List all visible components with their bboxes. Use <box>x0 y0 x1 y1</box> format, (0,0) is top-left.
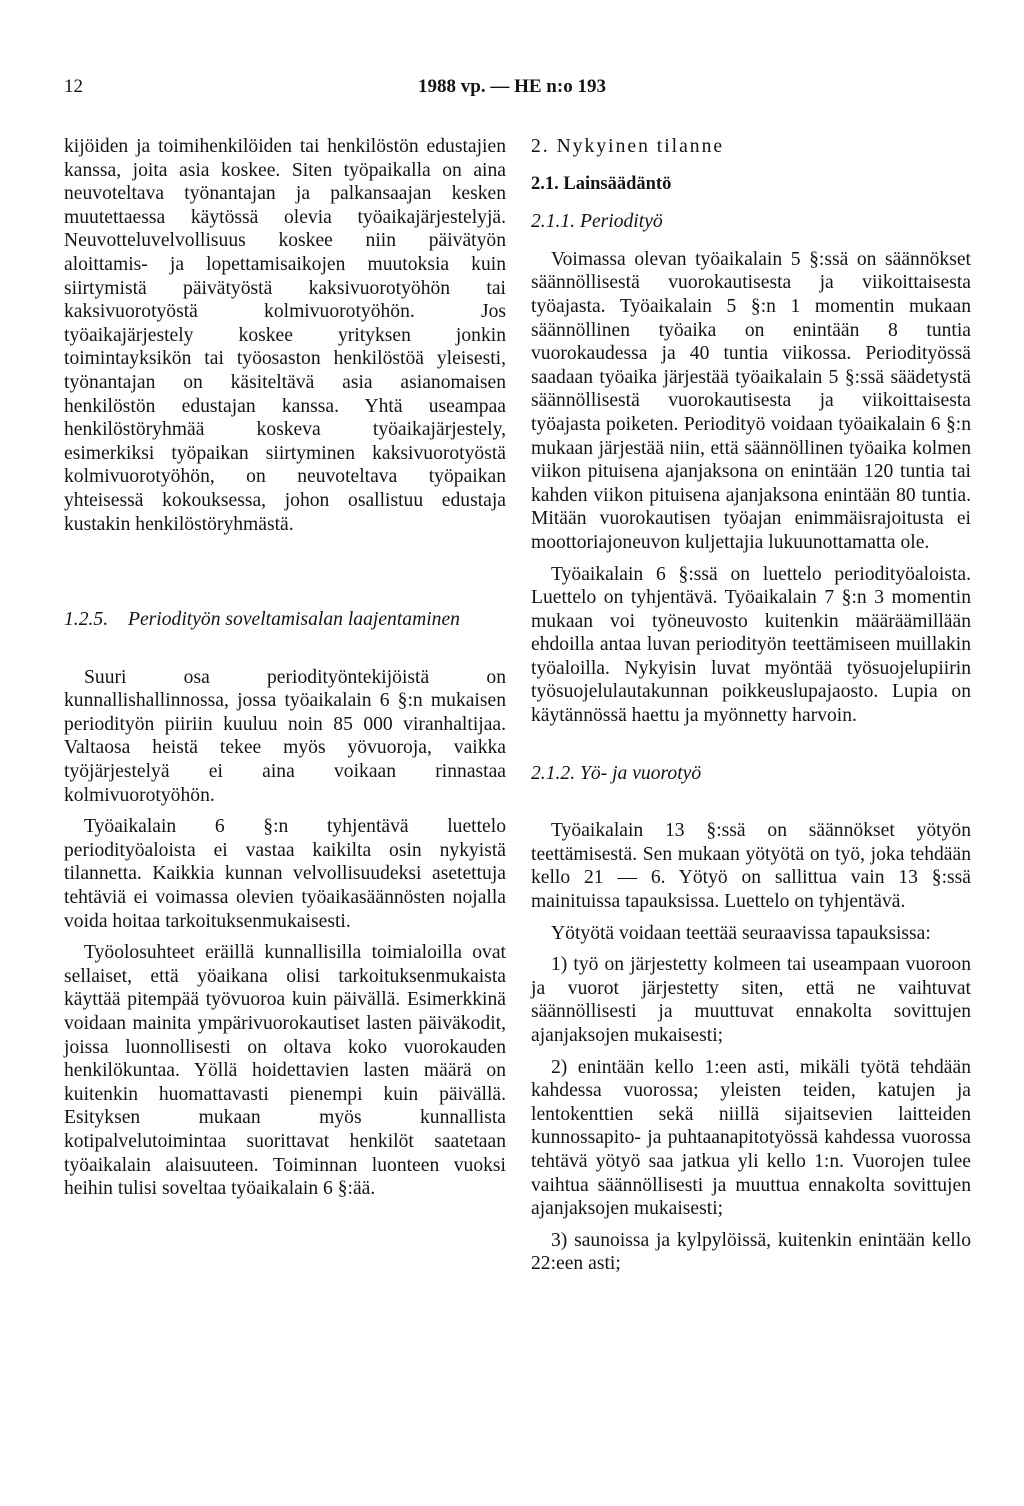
right-paragraph-4: Yötyötä voidaan teettää seuraavissa tapauksissa: <box>551 922 931 944</box>
left-paragraph-2: Suuri osa periodityöntekijöistä on kunnallishallinnossa, jossa työaikalain 6 §:n mukaisen periodityön piiriin kuuluu noin 85 000 viranhaltijaa. Valtaosa heistä tekee myös yövuoroja, vaikka työjärjestelyä ei aina voikaan rinnastaa kolmivuorotyöhön. <box>64 666 506 806</box>
heading-1-2-5 <box>64 608 506 632</box>
right-paragraph-1: Voimassa olevan työaikalain 5 §:ssä on säännökset säännöllisestä vuorokautisesta ja viikoittaisesta työajasta. Työaikalain 5 §:n 1 momentin mukaan säännöllinen työaika on enintään 8 tuntia vuorokaudessa ja 40 tuntia viikossa. Periodityössä saadaan työaika järjestää työaikalain 5 §:ssä säädetystä säännöllisestä vuorokautisesta ja viikoittaisesta työajasta poiketen. Periodityö voidaan työaikalain 6 §:n mukaan järjestää niin, että säännöllinen työaika kolmen viikon pituisena ajanjaksona on enintään 120 tuntia tai kahden viikon pituisena ajanjaksona enintään 80 tuntia. Mitään vuorokautisen työajan enimmäisrajoitusta ei moottoriajoneuvon kuljettajia lukuunottamatta ole. <box>531 248 971 553</box>
heading-1-2-5-number: 1.2.5. <box>64 609 109 631</box>
left-paragraph-3: Työaikalain 6 §:n tyhjentävä luettelo periodityöaloista ei vastaa kaikilta osin nykyistä tilannetta. Kaikkia kunnan velvollisuudeksi asetettuja tehtäviä ei voimassa olevien työaikasäännösten nojalla voida hoitaa tarkoituksenmukaisesti. <box>64 816 506 932</box>
heading-2-1-1: 2.1.1. Periodityö <box>531 211 663 233</box>
section-heading-2: 2. Nykyinen tilanne <box>531 136 725 157</box>
right-paragraph-2: Työaikalain 6 §:ssä on luettelo periodityöaloista. Luettelo on tyhjentävä. Työaikalain 7 §:n 3 momentin mukaan voi työneuvosto kuitenkin määräämillään ehdoilla antaa luvan periodityön teettämiseen muillakin työaloilla. Nykyisin luvat myöntää työsuojelupiirin työsuojelulautakunnan poikkeuslupajaosto. Lupia on käytännössä haettu ja myönnetty harvoin. <box>531 563 971 727</box>
left-column <box>64 135 506 1201</box>
page-number: 12 <box>64 76 83 97</box>
heading-2-1-2: 2.1.2. Yö- ja vuorotyö <box>531 762 702 784</box>
list-item-3: 3) saunoissa ja kylpylöissä, kuitenkin enintään kello 22:een asti; <box>531 1229 971 1275</box>
section-heading-2-1: 2.1. Lainsäädäntö <box>531 173 672 194</box>
running-head: 1988 vp. — HE n:o 193 <box>418 76 606 97</box>
left-paragraph-1: kijöiden ja toimihenkilöiden tai henkilöstön edustajien kanssa, joita asia koskee. Siten työpaikalla on aina neuvoteltava työnantajan ja palkansaajan kesken muutettaessa käytössä olevia työaikajärjestelyjä. Neuvotteluvelvollisuus koskee niin päivätyön aloittamis- ja lopettamisaikojen muutoksia kuin siirtymistä päivätyöstä kaksivuorotyöhön tai kaksivuorotyöstä kolmivuorotyöhön. Jos työaikajärjestely koskee yrityksen jonkin toimintayksikön tai työosaston henkilöstöä yleisesti, työnantajan on käsiteltävä asia asianomaisen henkilöstön edustajan kanssa. Yhtä useampaa henkilöstöryhmää koskeva työaikajärjestely, esimerkiksi työpaikan siirtyminen kaksivuorotyöstä kolmivuorotyöhön, on neuvoteltava työpaikan yhteisessä kokouksessa, johon osallistuu edustaja kustakin henkilöstöryhmästä. <box>64 136 506 535</box>
page-header <box>64 76 960 102</box>
list-item-2: 2) enintään kello 1:een asti, mikäli työtä tehdään kahdessa vuorossa; yleisten teiden, katujen ja lentokenttien sekä niillä sijaitsevien laitteiden kunnossapito- ja puhtaanapitotyössä kahdessa vuorossa tehtävä yötyö saa jatkua yli kello 1:n. Vuorojen tulee vaihtua säännöllisesti ja muuttua ennakolta sovittujen ajanjaksojen mukaisesti; <box>531 1056 971 1220</box>
list-item-1: 1) työ on järjestetty kolmeen tai useampaan vuoroon ja vuorot järjestetty siten, että ne vaihtuvat säännöllisesti ja muuttuvat ennakolta sovittujen ajanjaksojen mukaisesti; <box>531 954 971 1046</box>
right-column <box>531 135 971 1276</box>
heading-1-2-5-text: Periodityön soveltamisalan laajentaminen <box>128 609 460 631</box>
right-paragraph-3: Työaikalain 13 §:ssä on säännökset yötyön teettämisestä. Sen mukaan yötyötä on työ, joka tehdään kello 21 — 6. Yötyö on sallittua vain 13 §:ssä mainituissa tapauksissa. Luettelo on tyhjentävä. <box>531 820 971 913</box>
left-paragraph-4: Työolosuhteet eräillä kunnallisilla toimialoilla ovat sellaiset, että yöaikana olisi tarkoituksenmukaista käyttää pitempää työvuoroa kuin päivällä. Esimerkkinä voidaan mainita ympärivuorokautiset lasten päiväkodit, joissa luonnollisesti on oltava koko vuorokauden henkilökuntaa. Yöllä hoidettavien lasten määrä on kuitenkin huomattavasti pienempi kuin päivällä. Esityksen mukaan myös kunnallista kotipalvelutoimintaa suorittavat henkilöt saatetaan työaikalain alaisuuteen. Toiminnan luonteen vuoksi heihin tulisi soveltaa työaikalain 6 §:ää. <box>64 942 506 1200</box>
